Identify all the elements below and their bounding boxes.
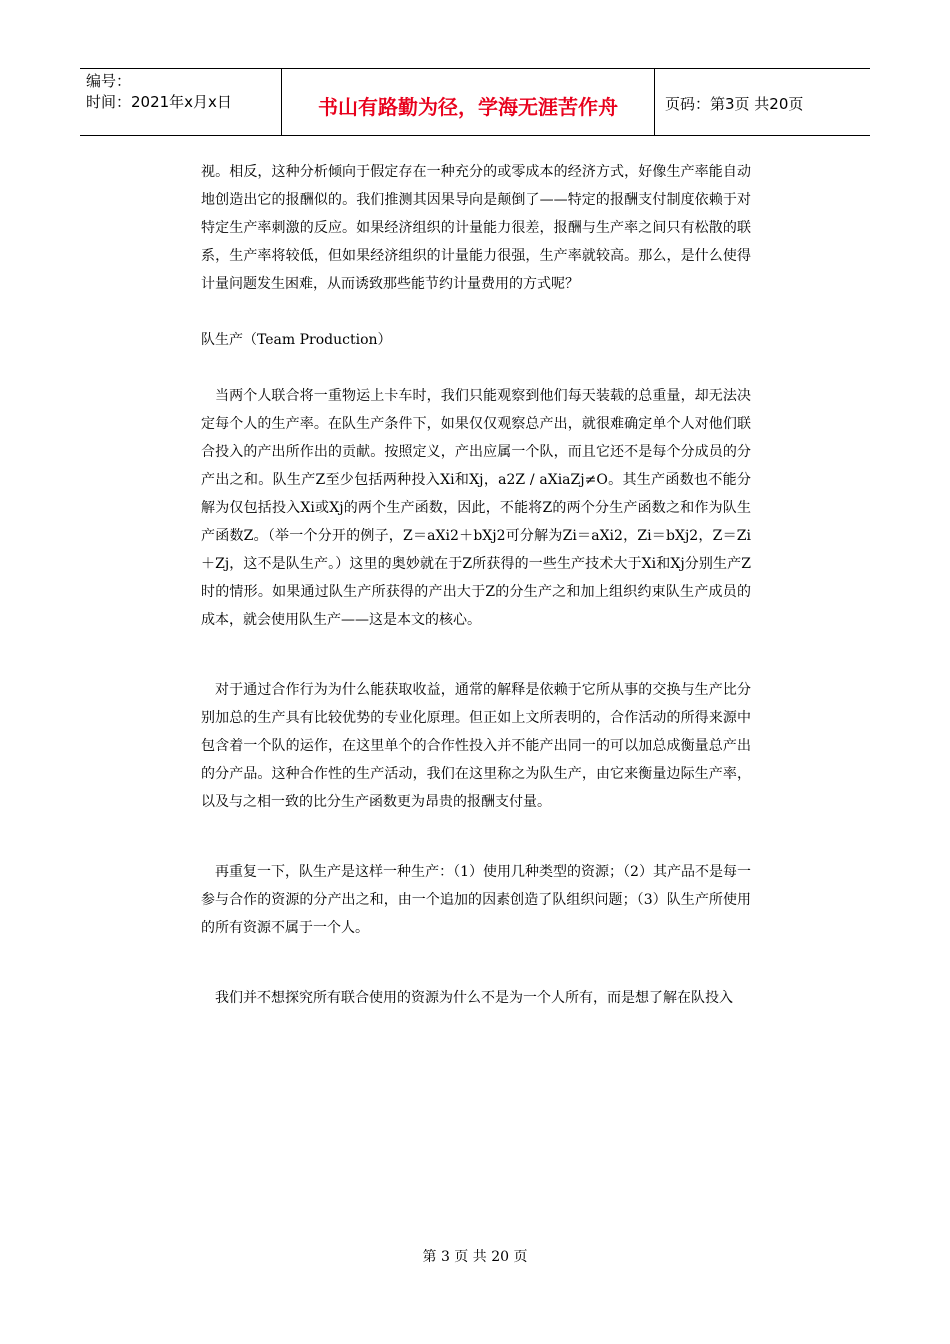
page-footer: 第 3 页 共 20 页 xyxy=(422,1249,528,1265)
header-meta xyxy=(86,71,232,113)
paragraph: 视。相反，这种分析倾向于假定存在一种充分的或零成本的经济方式，好像生产率能自动地创造出它的报酬似的。我们推测其因果导向是颠倒了——特定的报酬支付制度依赖于对特定生产率刺激的反应。如果经济组织的计量能力很差，报酬与生产率之间只有松散的联系，生产率将较低，但如果经济组织的计量能力很强，生产率就较高。那么，是什么使得计量问题发生困难，从而诱致那些能节约计量费用的方式呢？ xyxy=(201,164,751,292)
paragraph: 对于通过合作行为为什么能获取收益，通常的解释是依赖于它所从事的交换与生产比分别加总的生产具有比较优势的专业化原理。但正如上文所表明的，合作活动的所得来源中包含着一个队的运作，在这里单个的合作性投入并不能产出同一的可以加总成衡量总产出的分产品。这种合作性的生产活动，我们在这里称之为队生产，由它来衡量边际生产率，以及与之相一致的比分生产函数更为昂贵的报酬支付量。 xyxy=(201,682,751,810)
time-label: 时间：2021年x月x日 xyxy=(86,93,232,111)
section-heading: 队生产（Team Production） xyxy=(201,332,392,348)
header-divider xyxy=(654,69,655,135)
paragraph: 我们并不想探究所有联合使用的资源为什么不是为一个人所有，而是想了解在队投入 xyxy=(215,990,733,1006)
paragraph: 再重复一下，队生产是这样一种生产：（1）使用几种类型的资源；（2）其产品不是每一参与合作的资源的分产出之和，由一个追加的因素创造了队组织问题；（3）队生产所使用的所有资源不属于一个人。 xyxy=(201,864,751,936)
number-label: 编号： xyxy=(86,72,132,90)
page-header xyxy=(80,68,870,136)
document-body xyxy=(201,158,751,1012)
header-motto: 书山有路勤为径，学海无涯苦作舟 xyxy=(318,95,618,119)
paragraph: 当两个人联合将一重物运上卡车时，我们只能观察到他们每天装载的总重量，却无法决定每个人的生产率。在队生产条件下，如果仅仅观察总产出，就很难确定单个人对他们联合投入的产出所作出的贡献。按照定义，产出应属一个队，而且它还不是每个分成员的分产出之和。队生产Z至少包括两种投入Xi和Xj，a2Z / aXiaZj≠O。其生产函数也不能分解为仅包括投入Xi或Xj的两个生产函数，因此，不能将Z的两个分生产函数之和作为队生产函数Z。（举一个分开的例子，Z＝aXi2＋bXj2可分解为Zi＝aXi2，Zi＝bXj2，Z＝Zi＋Zj，这不是队生产。）这里的奥妙就在于Z所获得的一些生产技术大于Xi和Xj分别生产Z时的情形。如果通过队生产所获得的产出大于Z的分生产之和加上组织约束队生产成员的成本，就会使用队生产——这是本文的核心。 xyxy=(201,388,751,628)
header-page-info: 页码：第3页 共20页 xyxy=(665,95,804,113)
